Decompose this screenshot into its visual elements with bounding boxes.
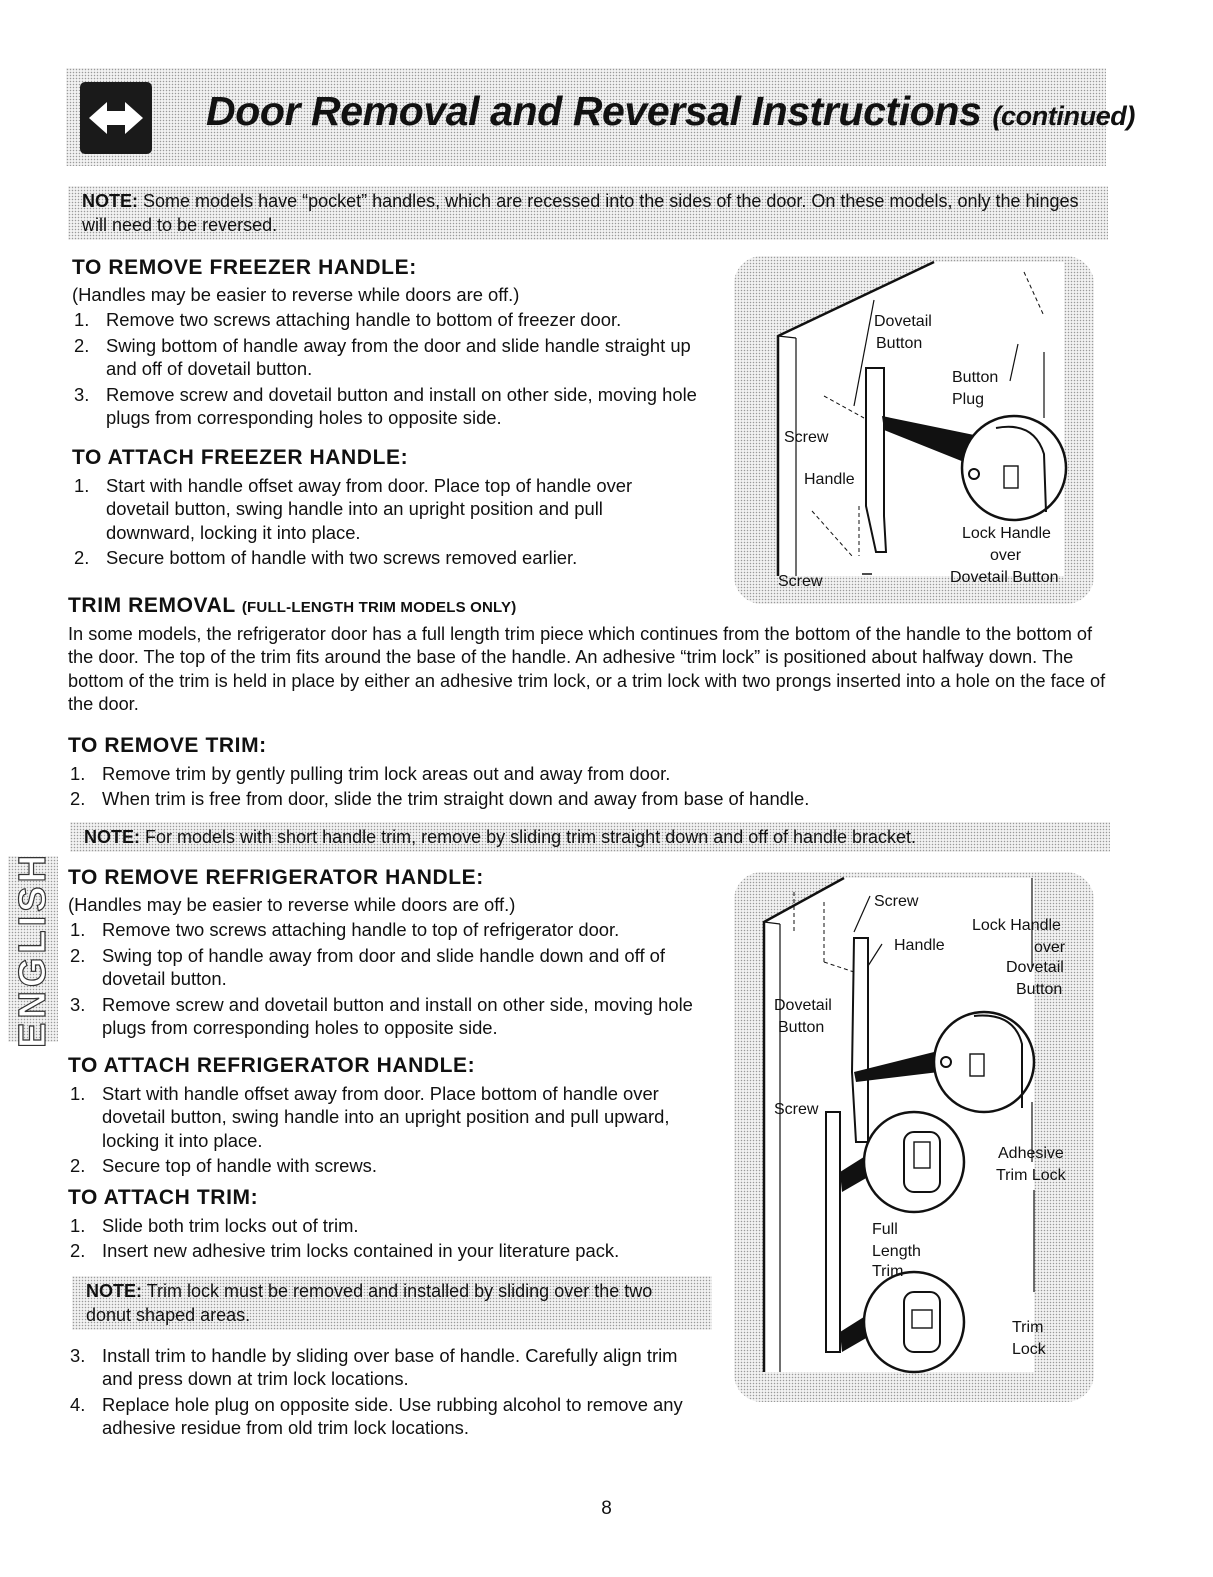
label-trimlock-1: Trim <box>1012 1319 1044 1336</box>
label-full: Full <box>872 1221 898 1238</box>
section-heading: TO ATTACH FREEZER HANDLE: <box>72 446 409 469</box>
label-screw-top: Screw <box>874 893 919 910</box>
list-item: 2. Swing top of handle away from door and slide handle down and off of dovetail button. <box>70 944 665 990</box>
label-dovetail: Dovetail <box>774 997 832 1014</box>
label-screw-top: Screw <box>784 429 829 446</box>
section-heading: TRIM REMOVAL (FULL-LENGTH TRIM MODELS ONLY) <box>68 594 517 617</box>
label-button-plug-1: Button <box>952 369 999 386</box>
list-item: 4. Replace hole plug on opposite side. Use rubbing alcohol to remove any adhesive residue from old trim lock locations. <box>70 1393 683 1439</box>
list-item: 3. Remove screw and dovetail button and install on other side, moving hole plugs from corresponding holes to opposite side. <box>74 383 697 429</box>
label-trimlock-2: Lock <box>1012 1341 1046 1358</box>
title-suffix: (continued) <box>992 101 1135 131</box>
label-handle: Handle <box>804 471 855 488</box>
label-screw-mid: Screw <box>774 1101 819 1118</box>
section-attach-freezer-handle <box>72 446 682 572</box>
list-item: 2. When trim is free from door, slide the trim straight down and away from base of handle. <box>70 788 810 810</box>
section-heading: TO REMOVE TRIM: <box>68 734 267 757</box>
section-intro: (Handles may be easier to reverse while doors are off.) <box>68 894 516 915</box>
list-item: 3. Install trim to handle by sliding over base of handle. Carefully align trim and press down at trim lock locations. <box>70 1345 678 1390</box>
note-text: Some models have “pocket” handles, which are recessed into the sides of the door. On these models, only the hinges will need to be reversed. <box>82 191 1079 235</box>
section-heading: TO ATTACH REFRIGERATOR HANDLE: <box>68 1054 476 1077</box>
label-trim: Trim <box>872 1263 904 1280</box>
note-pocket-handles <box>68 186 1108 240</box>
language-tab <box>8 850 58 1048</box>
note-short-trim <box>70 822 1110 852</box>
section-attach-trim <box>68 1186 708 1265</box>
freezer-handle-diagram <box>734 256 1094 604</box>
note-label: NOTE: <box>86 1281 142 1301</box>
list-item: 2. Swing bottom of handle away from the door and slide handle straight up and off of dovetail button. <box>74 334 691 380</box>
page-title: Door Removal and Reversal Instructions (continued) <box>206 88 1135 134</box>
label-lock-1: Lock Handle <box>972 917 1061 934</box>
section-remove-trim <box>68 734 1068 813</box>
section-heading: TO REMOVE REFRIGERATOR HANDLE: <box>68 866 484 889</box>
label-length: Length <box>872 1243 921 1260</box>
list-item: 1. Start with handle offset away from door. Place bottom of handle over dovetail button, swing handle into an upright position and pull upward, locking it into place. <box>70 1083 670 1151</box>
language-tab-label: ENGLISH <box>11 850 54 1048</box>
note-trim-lock <box>72 1276 712 1330</box>
label-lock-4: Button <box>1016 981 1063 998</box>
list-item: 1. Remove two screws attaching handle to bottom of freezer door. <box>74 309 622 331</box>
label-screw-bottom: Screw <box>778 573 823 590</box>
list-item: 1. Slide both trim locks out of trim. <box>70 1215 359 1236</box>
double-arrow-icon <box>80 82 152 154</box>
section-remove-refrigerator-handle <box>68 866 708 1041</box>
label-dovetail: Dovetail <box>874 313 932 330</box>
note-text: Trim lock must be removed and installed by sliding over the two donut shaped areas. <box>86 1281 653 1325</box>
section-heading-note: (FULL-LENGTH TRIM MODELS ONLY) <box>241 599 517 616</box>
section-intro: (Handles may be easier to reverse while doors are off.) <box>72 284 520 305</box>
note-label: NOTE: <box>84 827 140 847</box>
label-button: Button <box>876 335 923 352</box>
label-adhesive-2: Trim Lock <box>996 1167 1066 1184</box>
label-lock-3: Dovetail Button <box>950 569 1059 586</box>
section-heading: TO REMOVE FREEZER HANDLE: <box>72 256 417 279</box>
label-adhesive-1: Adhesive <box>998 1145 1064 1162</box>
label-lock-1: Lock Handle <box>962 525 1051 542</box>
list-item: 1. Remove two screws attaching handle to top of refrigerator door. <box>70 919 620 941</box>
label-lock-2: over <box>990 547 1022 564</box>
section-attach-refrigerator-handle <box>68 1054 708 1180</box>
list-item: 3. Remove screw and dovetail button and install on other side, moving hole plugs from corresponding holes to opposite side. <box>70 993 693 1039</box>
label-button: Button <box>778 1019 825 1036</box>
section-attach-trim-continued <box>68 1344 708 1442</box>
note-text: For models with short handle trim, remove by sliding trim straight down and off of handle bracket. <box>145 827 917 847</box>
label-lock-2: over <box>1034 939 1066 956</box>
refrigerator-handle-diagram <box>734 872 1094 1402</box>
label-handle: Handle <box>894 937 945 954</box>
label-lock-3: Dovetail <box>1006 959 1064 976</box>
trim-paragraph: In some models, the refrigerator door has a full length trim piece which continues from the bottom of the handle to the bottom of the door. The top of the trim fits around the base of the handle. An adhesive “trim lock” is positioned about halfway down. The bottom of the trim is held in place by either an adhesive trim lock, or a trim lock with two prongs inserted into a hole on the face of the door. <box>68 624 1106 715</box>
page-number: 8 <box>601 1498 612 1519</box>
section-trim-removal <box>68 594 1113 717</box>
list-item: 1. Start with handle offset away from door. Place top of handle over dovetail button, swing handle into an upright position and pull downward, locking it into place. <box>74 475 633 543</box>
section-remove-freezer-handle <box>72 256 712 431</box>
list-item: 1. Remove trim by gently pulling trim lock areas out and away from door. <box>70 763 671 784</box>
section-heading: TO ATTACH TRIM: <box>68 1186 259 1209</box>
list-item: 2. Secure bottom of handle with two screws removed earlier. <box>74 547 578 569</box>
list-item: 2. Secure top of handle with screws. <box>70 1155 377 1177</box>
note-label: NOTE: <box>82 191 138 211</box>
label-button-plug-2: Plug <box>952 391 985 408</box>
list-item: 2. Insert new adhesive trim locks contained in your literature pack. <box>70 1240 620 1262</box>
